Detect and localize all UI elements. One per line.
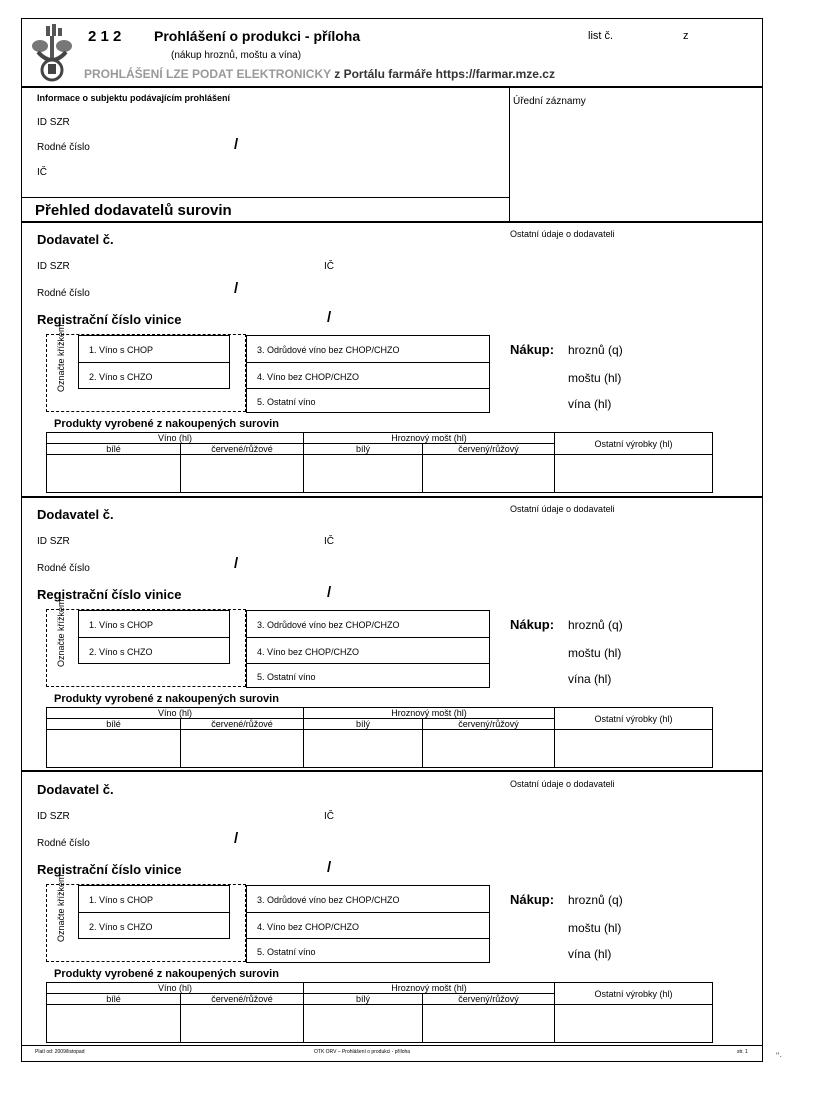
purchase-wine: vína (hl) <box>568 947 612 961</box>
divider <box>22 1045 763 1046</box>
input-red-must[interactable] <box>423 455 555 493</box>
input-other[interactable] <box>555 1005 713 1043</box>
col-red-must: červený/růžový <box>423 719 555 730</box>
col-wine: Víno (hl) <box>47 708 304 719</box>
products-title: Produkty vyrobené z nakoupených surovin <box>54 418 279 430</box>
purchase-label: Nákup: <box>510 342 555 357</box>
mark-label: Označte křížkem <box>56 874 66 942</box>
supplier-other-info: Ostatní údaje o dodavateli <box>510 229 615 239</box>
mark-label: Označte křížkem <box>56 599 66 667</box>
input-other[interactable] <box>555 730 713 768</box>
divider <box>246 388 490 389</box>
birth-number-slash: / <box>234 280 239 297</box>
option-chop[interactable]: 1. Víno s CHOP <box>89 345 154 355</box>
vineyard-label: Registrační číslo vinice <box>37 312 182 327</box>
input-white-must[interactable] <box>304 455 423 493</box>
col-white-wine: bílé <box>47 719 181 730</box>
divider <box>22 496 763 498</box>
divider <box>22 221 763 223</box>
col-red-wine: červené/růžové <box>181 719 304 730</box>
supplier-title: Dodavatel č. <box>37 232 114 247</box>
divider <box>246 637 490 638</box>
subject-id-szr-label: ID SZR <box>37 117 70 128</box>
purchase-grapes: hroznů (q) <box>568 343 623 357</box>
supplier-id-szr-label: ID SZR <box>37 811 70 822</box>
footer-center: OTK ORV – Prohlášení o produkci - příloha <box>314 1049 411 1055</box>
input-red-must[interactable] <box>423 730 555 768</box>
col-wine: Víno (hl) <box>47 433 304 444</box>
supplier-ic-label: IČ <box>324 811 334 822</box>
ministry-logo-icon <box>26 22 78 84</box>
option-other-wine[interactable]: 5. Ostatní víno <box>257 672 316 682</box>
form-subtitle: (nákup hroznů, moštu a vína) <box>171 50 302 61</box>
col-white-wine: bílé <box>47 994 181 1005</box>
mark-label: Označte křížkem <box>56 324 66 392</box>
divider <box>22 770 763 772</box>
col-red-must: červený/růžový <box>423 444 555 455</box>
vineyard-slash: / <box>327 584 332 601</box>
supplier-other-info: Ostatní údaje o dodavateli <box>510 779 615 789</box>
supplier-id-szr-label: ID SZR <box>37 261 70 272</box>
supplier-birth-number-label: Rodné číslo <box>37 563 90 574</box>
purchase-must: moštu (hl) <box>568 646 622 660</box>
purchase-wine: vína (hl) <box>568 672 612 686</box>
input-white-wine[interactable] <box>47 730 181 768</box>
footer-valid: Platí od: 2009/listopad <box>35 1049 85 1055</box>
products-table <box>46 432 713 493</box>
input-red-wine[interactable] <box>181 455 304 493</box>
divider <box>78 637 230 638</box>
col-must: Hroznový mošt (hl) <box>304 433 555 444</box>
input-red-must[interactable] <box>423 1005 555 1043</box>
input-red-wine[interactable] <box>181 730 304 768</box>
electronic-notice: PROHLÁŠENÍ LZE PODAT ELEKTRONICKY z Portálu farmáře https://farmar.mze.cz <box>84 67 555 81</box>
footer-page: str. 1 <box>737 1049 748 1055</box>
option-no-chop-chzo[interactable]: 4. Víno bez CHOP/CHZO <box>257 647 360 657</box>
products-title: Produkty vyrobené z nakoupených surovin <box>54 693 279 705</box>
purchase-must: moštu (hl) <box>568 921 622 935</box>
input-white-wine[interactable] <box>47 1005 181 1043</box>
option-chzo[interactable]: 2. Víno s CHZO <box>89 372 153 382</box>
divider <box>78 912 230 913</box>
option-chop[interactable]: 1. Víno s CHOP <box>89 620 154 630</box>
divider <box>246 663 490 664</box>
input-other[interactable] <box>555 455 713 493</box>
option-varietal[interactable]: 3. Odrůdové víno bez CHOP/CHZO <box>257 345 400 355</box>
col-wine: Víno (hl) <box>47 983 304 994</box>
divider <box>246 938 490 939</box>
option-no-chop-chzo[interactable]: 4. Víno bez CHOP/CHZO <box>257 922 360 932</box>
col-white-wine: bílé <box>47 444 181 455</box>
form-number: 2 1 2 <box>88 28 122 45</box>
purchase-grapes: hroznů (q) <box>568 893 623 907</box>
overview-title: Přehled dodavatelů surovin <box>35 202 232 219</box>
birth-number-slash: / <box>234 830 239 847</box>
supplier-id-szr-label: ID SZR <box>37 536 70 547</box>
birth-number-slash: / <box>234 555 239 572</box>
divider <box>22 197 510 198</box>
sheet-label: list č. <box>588 30 614 42</box>
official-records-label: Úřední záznamy <box>513 96 586 107</box>
col-white-must: bílý <box>304 994 423 1005</box>
col-white-must: bílý <box>304 444 423 455</box>
form-title: Prohlášení o produkci - příloha <box>154 28 361 44</box>
col-other: Ostatní výrobky (hl) <box>555 983 713 1005</box>
input-white-must[interactable] <box>304 1005 423 1043</box>
col-must: Hroznový mošt (hl) <box>304 708 555 719</box>
vineyard-slash: / <box>327 859 332 876</box>
purchase-label: Nákup: <box>510 617 555 632</box>
vineyard-label: Registrační číslo vinice <box>37 587 182 602</box>
option-chzo[interactable]: 2. Víno s CHZO <box>89 922 153 932</box>
birth-number-slash: / <box>234 136 239 153</box>
purchase-must: moštu (hl) <box>568 371 622 385</box>
purchase-grapes: hroznů (q) <box>568 618 623 632</box>
col-other: Ostatní výrobky (hl) <box>555 708 713 730</box>
vineyard-slash: / <box>327 309 332 326</box>
footer-mark: "· <box>776 1051 783 1061</box>
col-other: Ostatní výrobky (hl) <box>555 433 713 455</box>
sheet-of: z <box>683 30 689 42</box>
products-table <box>46 982 713 1043</box>
subject-birth-number-label: Rodné číslo <box>37 142 90 153</box>
supplier-birth-number-label: Rodné číslo <box>37 288 90 299</box>
col-white-must: bílý <box>304 719 423 730</box>
divider <box>246 362 490 363</box>
products-table <box>46 707 713 768</box>
supplier-title: Dodavatel č. <box>37 782 114 797</box>
option-chzo[interactable]: 2. Víno s CHZO <box>89 647 153 657</box>
supplier-title: Dodavatel č. <box>37 507 114 522</box>
option-other-wine[interactable]: 5. Ostatní víno <box>257 947 316 957</box>
subject-ic-label: IČ <box>37 167 47 178</box>
divider <box>78 362 230 363</box>
option-other-wine[interactable]: 5. Ostatní víno <box>257 397 316 407</box>
vineyard-label: Registrační číslo vinice <box>37 862 182 877</box>
supplier-ic-label: IČ <box>324 536 334 547</box>
subject-heading: Informace o subjektu podávajícím prohlášení <box>37 93 231 103</box>
input-red-wine[interactable] <box>181 1005 304 1043</box>
supplier-birth-number-label: Rodné číslo <box>37 838 90 849</box>
option-chop[interactable]: 1. Víno s CHOP <box>89 895 154 905</box>
divider <box>22 86 763 88</box>
col-red-wine: červené/růžové <box>181 994 304 1005</box>
col-red-must: červený/růžový <box>423 994 555 1005</box>
col-red-wine: červené/růžové <box>181 444 304 455</box>
option-varietal[interactable]: 3. Odrůdové víno bez CHOP/CHZO <box>257 620 400 630</box>
products-title: Produkty vyrobené z nakoupených surovin <box>54 968 279 980</box>
input-white-wine[interactable] <box>47 455 181 493</box>
purchase-wine: vína (hl) <box>568 397 612 411</box>
col-must: Hroznový mošt (hl) <box>304 983 555 994</box>
supplier-other-info: Ostatní údaje o dodavateli <box>510 504 615 514</box>
option-varietal[interactable]: 3. Odrůdové víno bez CHOP/CHZO <box>257 895 400 905</box>
purchase-label: Nákup: <box>510 892 555 907</box>
divider <box>509 87 510 221</box>
input-white-must[interactable] <box>304 730 423 768</box>
option-no-chop-chzo[interactable]: 4. Víno bez CHOP/CHZO <box>257 372 360 382</box>
supplier-ic-label: IČ <box>324 261 334 272</box>
divider <box>246 912 490 913</box>
